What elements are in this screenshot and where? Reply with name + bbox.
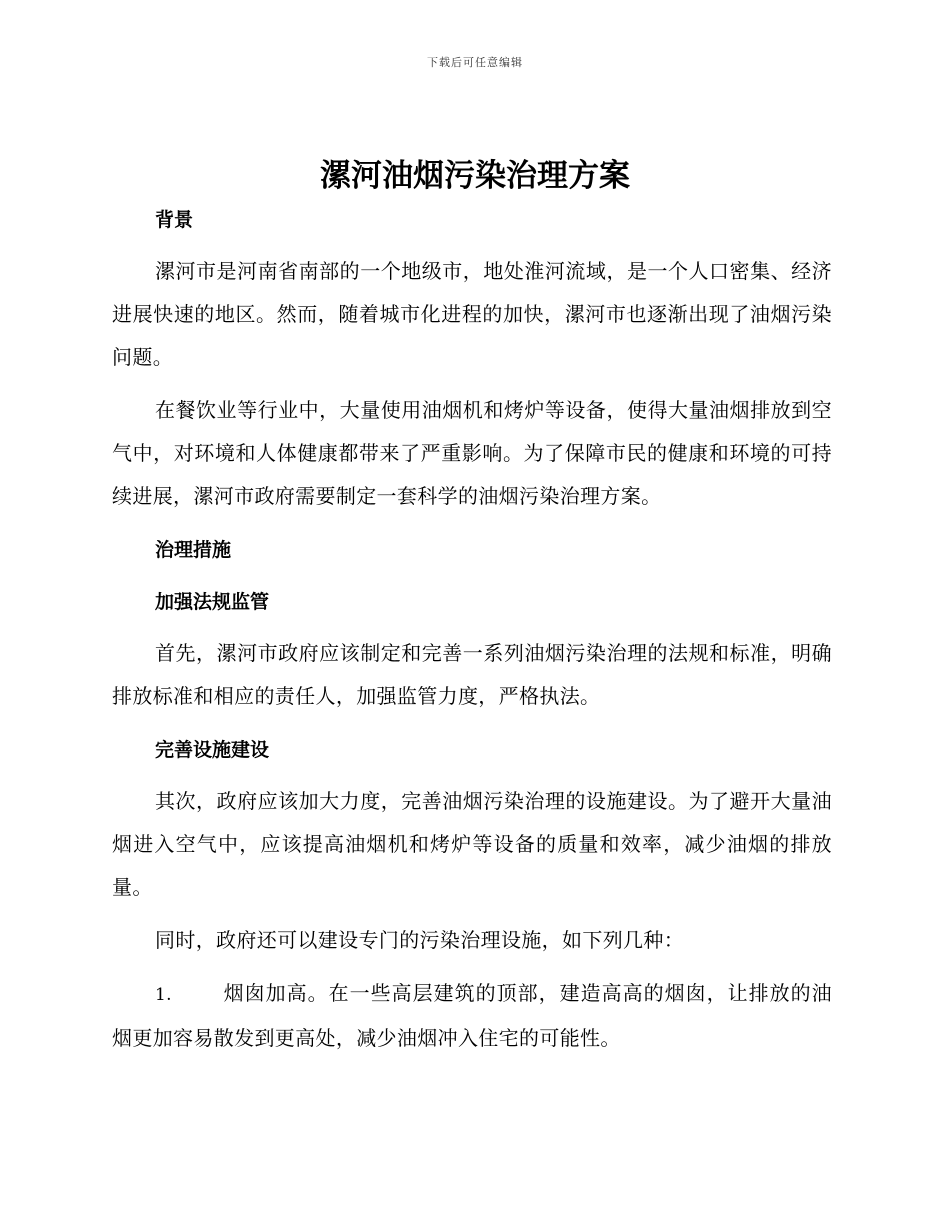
paragraph-background-2: 在餐饮业等行业中，大量使用油烟机和烤炉等设备，使得大量油烟排放到空气中，对环境和人体健康都带来了严重影响。为了保障市民的健康和环境的可持续进展，漯河市政府需要制定一套科学的油烟污染治理方案。 — [112, 398, 832, 508]
list-item-text: 烟囱加高。在一些高层建筑的顶部，建造高高的烟囱，让排放的油烟更加容易散发到更高处，减少油烟冲入住宅的可能性。 — [112, 981, 832, 1050]
list-item — [112, 972, 832, 1060]
heading-regulation: 加强法规监管 — [155, 591, 270, 613]
paragraph-facilities-1: 其次，政府应该加大力度，完善油烟污染治理的设施建设。为了避开大量油烟进入空气中，应该提高油烟机和烤炉等设备的质量和效率，减少油烟的排放量。 — [112, 789, 832, 899]
list-item-number: 1. — [155, 985, 172, 1005]
heading-background: 背景 — [155, 209, 194, 231]
header-note: 下载后可任意编辑 — [427, 56, 523, 69]
heading-facilities: 完善设施建设 — [155, 739, 270, 761]
paragraph-facilities-2: 同时，政府还可以建设专门的污染治理设施，如下列几种： — [155, 928, 685, 952]
document-body — [112, 200, 832, 1060]
paragraph-regulation: 首先，漯河市政府应该制定和完善一系列油烟污染治理的法规和标准，明确排放标准和相应的责任人，加强监管力度，严格执法。 — [112, 641, 832, 708]
document-title: 漯河油烟污染治理方案 — [320, 158, 630, 194]
heading-measures: 治理措施 — [155, 539, 232, 561]
paragraph-background-1: 漯河市是河南省南部的一个地级市，地处淮河流域，是一个人口密集、经济进展快速的地区。然而，随着城市化进程的加快，漯河市也逐渐出现了油烟污染问题。 — [112, 259, 832, 369]
